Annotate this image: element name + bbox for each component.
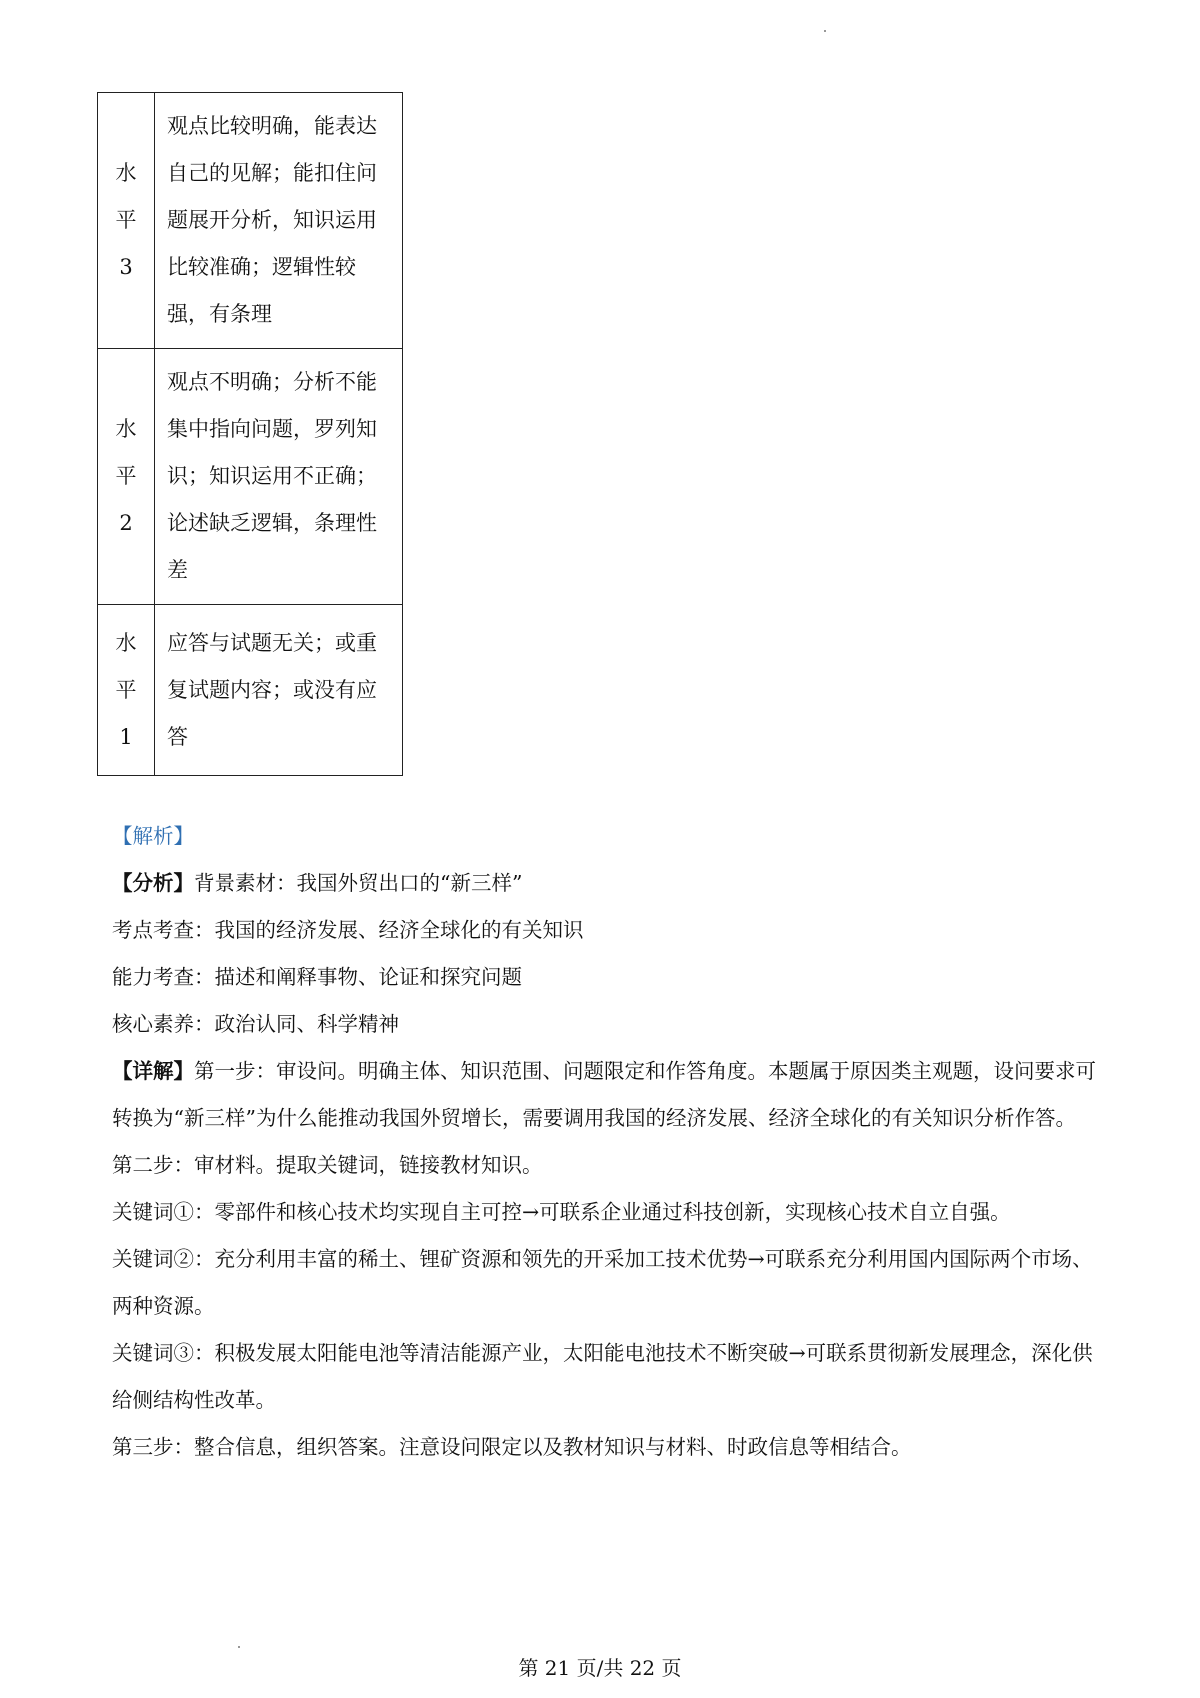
analysis-paragraph [112, 860, 1100, 907]
level-number: 3 [119, 255, 133, 279]
level-description: 观点不明确；分析不能集中指向问题，罗列知识；知识运用不正确；论述缺乏逻辑，条理性差 [155, 349, 403, 605]
scoring-rubric-table [97, 92, 403, 776]
level-char: 水 [115, 161, 137, 185]
rubric-row-level-3 [98, 93, 403, 349]
level-cell [98, 605, 155, 776]
level-char: 水 [115, 417, 137, 441]
level-description: 应答与试题无关；或重复试题内容；或没有应答 [155, 605, 403, 776]
level-char: 平 [115, 464, 137, 488]
level-number: 1 [119, 724, 133, 749]
kaodian-line: 考点考查：我国的经济发展、经济全球化的有关知识 [112, 918, 584, 942]
fenxi-text: 背景素材：我国外贸出口的“新三样” [194, 871, 523, 895]
xiangjie-paragraph [112, 1048, 1100, 1142]
page-number-footer: 第 21 页/共 22 页 [518, 1656, 682, 1680]
keyword-three-line: 关键词③：积极发展太阳能电池等清洁能源产业，太阳能电池技术不断突破→可联系贯彻新发展理念，深化供给侧结构性改革。 [112, 1341, 1093, 1412]
level-number: 2 [119, 511, 133, 535]
level-char: 平 [115, 677, 137, 702]
xiangjie-text: 第一步：审设问。明确主体、知识范围、问题限定和作答角度。本题属于原因类主观题，设问要求可转换为“新三样”为什么能推动我国外贸增长，需要调用我国的经济发展、经济全球化的有关知识分析作答。 [112, 1059, 1096, 1130]
analysis-heading: 【解析】 [112, 824, 194, 848]
scan-speck [824, 30, 826, 32]
keyword-one-line: 关键词①：零部件和核心技术均实现自主可控→可联系企业通过科技创新，实现核心技术自立自强。 [112, 1200, 1011, 1224]
fenxi-label: 【分析】 [112, 871, 194, 895]
rubric-row-level-2 [98, 349, 403, 605]
level-cell [98, 349, 155, 605]
step-two-line: 第二步：审材料。提取关键词，链接教材知识。 [112, 1153, 543, 1177]
analysis-section [112, 813, 1100, 1471]
keyword-two-line: 关键词②：充分利用丰富的稀土、锂矿资源和领先的开采加工技术优势→可联系充分利用国内国际两个市场、两种资源。 [112, 1247, 1093, 1318]
step-three-line: 第三步：整合信息，组织答案。注意设问限定以及教材知识与材料、时政信息等相结合。 [112, 1435, 912, 1459]
rubric-row-level-1 [98, 605, 403, 776]
level-char: 水 [115, 630, 137, 655]
level-cell [98, 93, 155, 349]
level-char: 平 [115, 208, 137, 232]
scan-speck [238, 1646, 240, 1648]
xiangjie-label: 【详解】 [112, 1059, 194, 1083]
suyang-line: 核心素养：政治认同、科学精神 [112, 1012, 399, 1036]
nengli-line: 能力考查：描述和阐释事物、论证和探究问题 [112, 965, 522, 989]
level-description: 观点比较明确，能表达自己的见解；能扣住问题展开分析，知识运用比较准确；逻辑性较强，有条理 [155, 93, 403, 349]
